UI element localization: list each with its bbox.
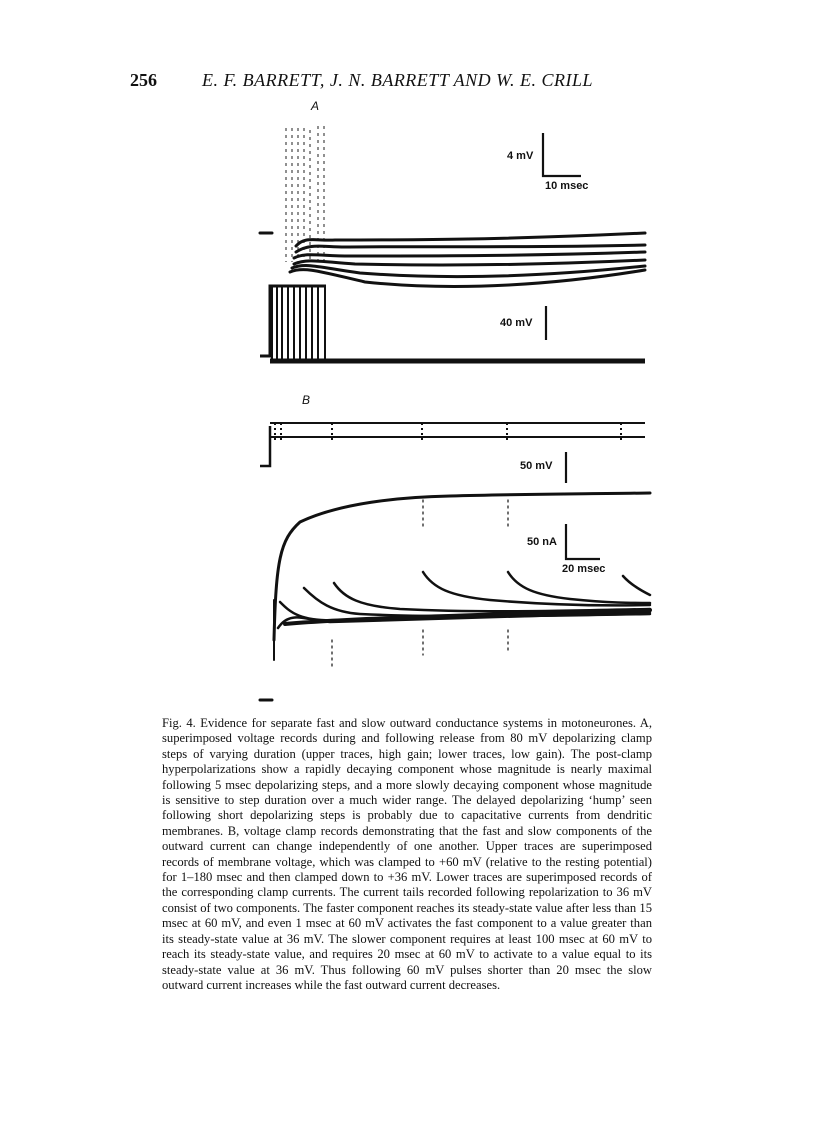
panel-b-voltage-traces [260, 423, 645, 466]
panel-a-lower-traces [260, 286, 645, 361]
scale-b-voltage-label: 50 mV [520, 460, 553, 472]
panel-a-upper-traces [260, 233, 645, 286]
panel-a-label: A [311, 99, 320, 113]
scale-bar-a-high [543, 133, 581, 176]
scale-b-current-label: 50 nA [527, 536, 557, 548]
panel-b-current-traces [260, 493, 650, 700]
page-number: 256 [130, 70, 157, 90]
author-running-head: E. F. BARRETT, J. N. BARRETT AND W. E. CRILL [202, 70, 594, 90]
scale-b-time-label: 20 msec [562, 563, 606, 575]
panel-b-label: B [302, 393, 311, 407]
caption-text: Evidence for separate fast and slow outward conductance systems in motoneurones. A, superimposed voltage records during and following release from 80 mV depolarizing clamp steps of varying duration (upper traces, high gain; lower traces, low gain). The post-clamp hyperpolarizations show a rapidly decaying component whose magnitude is nearly maximal following 5 msec depolarizing steps, and a more slowly decaying component whose magnitude is sensitive to step duration over a much wider range. The delayed depolarizing ‘hump’ seen following short depolarizing steps is probably due to capacitative currents from dendritic membranes. B, voltage clamp records demonstrating that the fast and slow components of the outward current can change independently of one another. Upper traces are superimposed records of membrane voltage, which was clamped to +60 mV (relative to the resting potential) for 1–180 msec and then clamped down to +36 mV. Lower traces are superimposed records of the corresponding clamp currents. The current tails recorded following repolarization to 36 mV consist of two components. The faster component reaches its steady-state value after less than 15 msec at 60 mV, and even 1 msec at 60 mV activates the fast component to a value greater than its steady-state value at 36 mV. The slower component requires at least 100 msec at 60 mV to reach its steady-state value, and requires 20 msec at 60 mV to activate to a value equal to its steady-state value at 36 mV. Thus following 60 mV pulses shorter than 20 msec the slow outward current increases while the fast outward current decreases. [162, 716, 652, 992]
scale-bar-b-current [566, 524, 600, 559]
caption-lead: Fig. 4. [162, 716, 196, 730]
scale-a-voltage-low-label: 40 mV [500, 317, 533, 329]
figure-caption [162, 716, 652, 993]
scale-a-voltage-high-label: 4 mV [507, 150, 534, 162]
scale-a-time-label: 10 msec [545, 180, 589, 192]
